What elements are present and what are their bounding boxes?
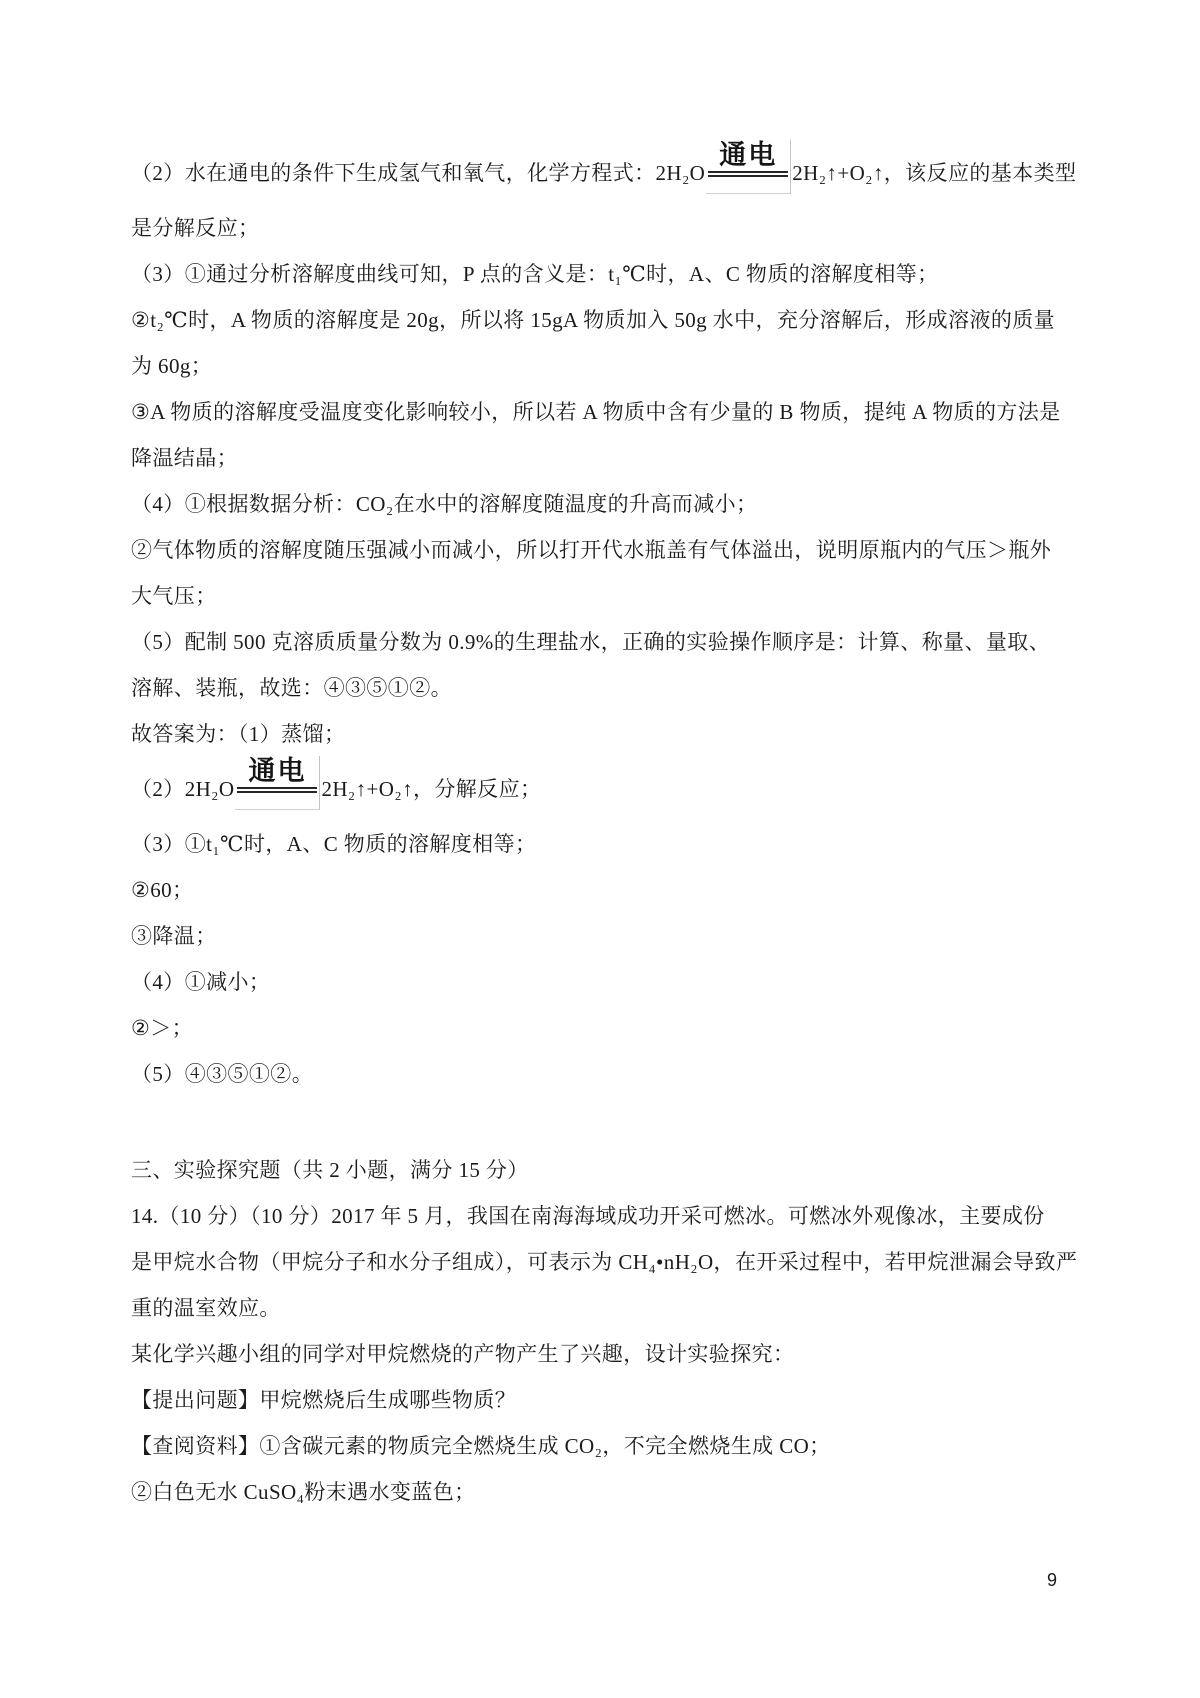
text-line: 为 60g； [131, 354, 213, 378]
equation-products: 2H₂↑+O₂↑，分解反应； [321, 777, 542, 801]
text-line: 三、实验探究题（共 2 小题，满分 15 分） [131, 1158, 529, 1182]
text-line: ③降温； [131, 924, 217, 948]
text-line: 故答案为：（1）蒸馏； [131, 722, 346, 746]
text-line: 是甲烷水合物（甲烷分子和水分子组成），可表示为 CH₄•nH₂O，在开采过程中，若甲烷泄漏会导致严 [131, 1250, 1078, 1274]
text-line: 【查阅资料】①含碳元素的物质完全燃烧生成 CO₂，不完全燃烧生成 CO； [131, 1434, 831, 1458]
text-line: （5）④③⑤①②。 [131, 1062, 314, 1086]
text-line: ②60； [131, 878, 194, 902]
equation-double-line [237, 787, 317, 793]
text-line: ②气体物质的溶解度随压强减小而减小，所以打开代水瓶盖有气体溢出，说明原瓶内的气压＞瓶外 [131, 538, 1052, 562]
text-line: ③A 物质的溶解度受温度变化影响较小，所以若 A 物质中含有少量的 B 物质，提纯 A 物质的方法是 [131, 400, 1061, 424]
reaction-condition-image [706, 140, 791, 194]
text-line: 降温结晶； [131, 446, 238, 470]
text-line: 【提出问题】甲烷燃烧后生成哪些物质？ [131, 1388, 517, 1412]
text-line: （3）①t₁℃时，A、C 物质的溶解度相等； [131, 832, 537, 856]
document-body [131, 140, 1091, 1514]
equation-products: 2H₂↑+O₂↑，该反应的基本类型 [792, 161, 1077, 185]
equation-reactants: （2）水在通电的条件下生成氢气和氧气，化学方程式：2H₂O [131, 161, 706, 185]
equation-double-line [708, 171, 788, 177]
equation-line [131, 756, 1091, 820]
page-number: 9 [1046, 1570, 1057, 1590]
text-line: 14.（10 分）（10 分）2017 年 5 月，我国在南海海域成功开采可燃冰。可燃冰外观像冰，主要成份 [131, 1204, 1045, 1228]
text-line: （3）①通过分析溶解度曲线可知，P 点的含义是：t₁℃时，A、C 物质的溶解度相等； [131, 262, 939, 286]
equation-line [131, 140, 1091, 204]
text-line: 是分解反应； [131, 216, 260, 240]
reaction-condition-image [235, 756, 320, 810]
text-line: 重的温室效应。 [131, 1296, 281, 1320]
text-line: 大气压； [131, 584, 217, 608]
reaction-condition-label: 通电 [719, 140, 778, 170]
text-line: ②白色无水 CuSO₄粉末遇水变蓝色； [131, 1480, 476, 1504]
blank-line [131, 1096, 1091, 1146]
text-line: （5）配制 500 克溶质质量分数为 0.9%的生理盐水，正确的实验操作顺序是：计算、称量、量取、 [131, 630, 1051, 654]
reaction-condition-label: 通电 [248, 756, 307, 786]
equation-reactants: （2）2H₂O [131, 777, 235, 801]
text-line: （4）①根据数据分析：CO₂在水中的溶解度随温度的升高而减小； [131, 492, 758, 516]
text-line: ②t₂℃时，A 物质的溶解度是 20g，所以将 15gA 物质加入 50g 水中，充分溶解后，形成溶液的质量 [131, 308, 1056, 332]
text-line: 溶解、装瓶，故选：④③⑤①②。 [131, 676, 452, 700]
text-line: 某化学兴趣小组的同学对甲烷燃烧的产物产生了兴趣，设计实验探究： [131, 1342, 795, 1366]
text-line: ②＞； [131, 1016, 194, 1040]
text-line: （4）①减小； [131, 970, 271, 994]
